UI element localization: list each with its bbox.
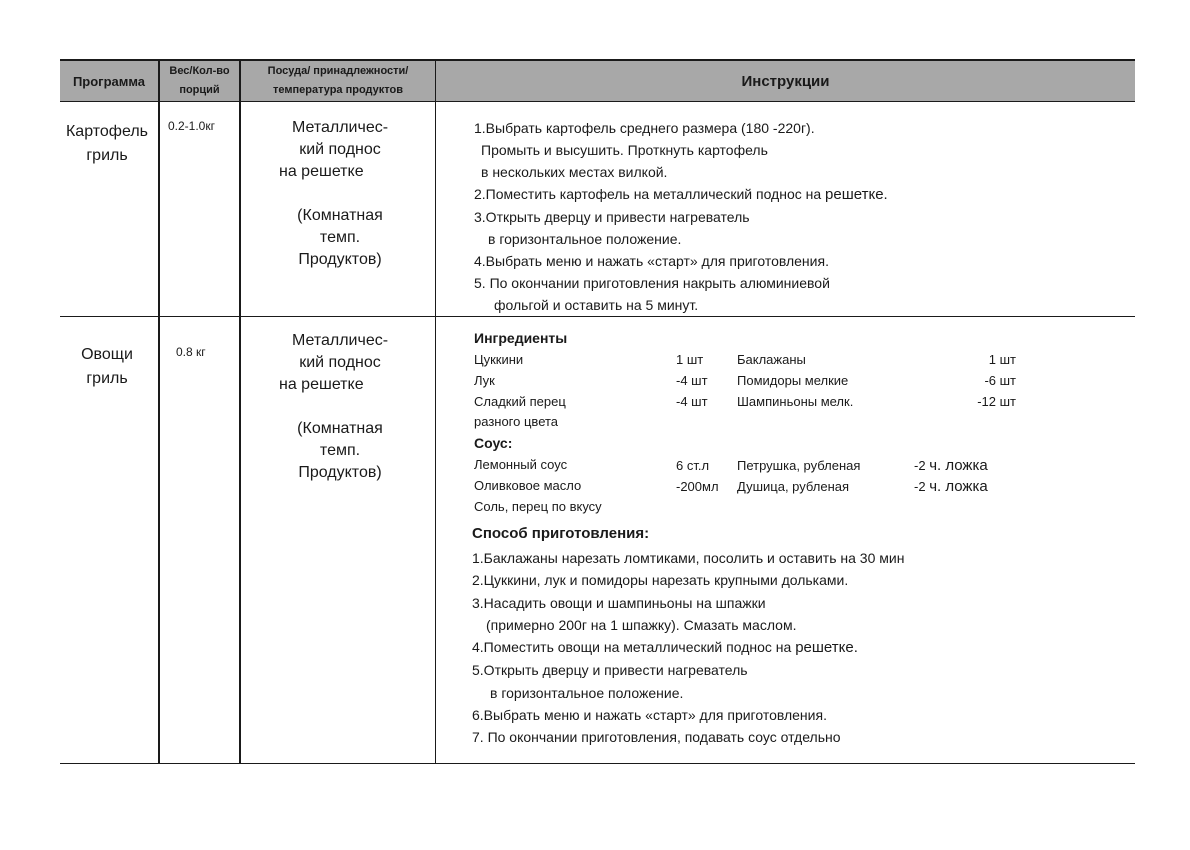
column-divider-3	[435, 60, 436, 764]
sauce-qty-unit: ч. ложка	[929, 478, 988, 495]
method-text: решетке.	[795, 639, 858, 657]
instruction-line: Промыть и высушить. Проткнуть картофель	[481, 142, 768, 158]
row1-dish-line: на решетке	[279, 163, 364, 180]
method-line: 7. По окончании приготовления, подавать соус отдельно	[472, 729, 841, 746]
method-line: 1.Баклажаны нарезать ломтиками, посолить и оставить на 30 мин	[472, 550, 905, 566]
instruction-line: фольгой и оставить на 5 минут.	[494, 297, 699, 313]
row2-program-line2: гриль	[86, 370, 128, 387]
instruction-line: 5. По окончании приготовления накрыть алюминиевой	[474, 275, 830, 291]
row1-dish-line: темп.	[319, 229, 361, 246]
instruction-line	[474, 183, 888, 206]
row1-dish	[272, 117, 408, 271]
spacer	[272, 396, 408, 418]
sauce-qty-number: -2	[914, 479, 926, 494]
method-line: 6.Выбрать меню и нажать «старт» для приготовления.	[472, 707, 827, 724]
row2-dish-line: (Комнатная	[297, 420, 383, 437]
ingredient-name: Шампиньоны мелк.	[737, 394, 854, 409]
row2-program-line1: Овощи	[81, 346, 133, 363]
row1-dish-line: Продуктов)	[298, 251, 382, 268]
row2-dish-line: Металличес-	[291, 332, 389, 349]
sauce-name: Душица, рубленая	[737, 479, 850, 494]
method-line: 5.Открыть дверцу и привести нагреватель	[472, 662, 748, 679]
row2-weight: 0.8 кг	[176, 345, 206, 359]
instruction-text: 2.Поместить картофель на металлический поднос на	[474, 186, 822, 202]
instruction-line: в нескольких местах вилкой.	[481, 164, 668, 180]
header-weight	[160, 62, 239, 100]
table-bottom-border	[60, 763, 1135, 764]
instruction-text: решетке.	[825, 186, 888, 203]
ingredient-name: Помидоры мелкие	[737, 373, 849, 388]
header-dish-line2: температура продуктов	[272, 84, 404, 96]
ingredient-qty: 1 шт	[676, 352, 704, 367]
row2-program	[54, 343, 160, 391]
row-divider	[60, 316, 1135, 317]
header-weight-line2: порций	[179, 84, 220, 96]
row1-program-line2: гриль	[86, 147, 128, 164]
row2-dish-line: Продуктов)	[298, 464, 382, 481]
row1-instructions	[474, 117, 888, 316]
method-line: (примерно 200г на 1 шпажку). Смазать маслом.	[486, 616, 797, 633]
ingredient-name: Лук	[474, 373, 495, 388]
ingredient-name: Баклажаны	[737, 352, 806, 367]
row1-weight: 0.2-1.0кг	[168, 119, 215, 133]
method-title: Способ приготовления:	[472, 525, 650, 542]
row2-dish-line: темп.	[319, 442, 361, 459]
sauce-qty-number: -2	[914, 458, 926, 473]
row2-dish-line: кий поднос	[299, 354, 381, 371]
sauce-name: Петрушка, рубленая	[737, 458, 861, 473]
header-instructions: Инструкции	[741, 72, 830, 90]
method-text: 4.Поместить овощи на металлический поднос на	[472, 639, 792, 656]
sauce-qty	[914, 457, 988, 478]
ingredient-name: Сладкий перец	[474, 394, 566, 409]
row1-program	[54, 120, 160, 168]
method-line: 3.Насадить овощи и шампиньоны на шпажки	[472, 594, 766, 611]
ingredient-name: разного цвета	[474, 414, 559, 429]
ingredient-qty: -4 шт	[676, 394, 708, 409]
row2-method	[472, 547, 904, 749]
row2-dish	[272, 330, 408, 484]
column-divider-2	[239, 60, 241, 764]
row2-dish-line: на решетке	[279, 376, 364, 393]
instruction-line: 1.Выбрать картофель среднего размера (180 -220г).	[474, 120, 815, 136]
instruction-line: в горизонтальное положение.	[488, 231, 682, 247]
sauce-title: Соус:	[474, 435, 513, 451]
method-line	[472, 636, 904, 659]
method-line: 2.Цуккини, лук и помидоры нарезать крупными дольками.	[472, 572, 849, 589]
ingredients-title: Ингредиенты	[474, 330, 568, 346]
sauce-name: Лемонный соус	[474, 457, 568, 472]
ingredient-qty: -4 шт	[676, 373, 708, 388]
header-weight-line1: Вес/Кол-во	[169, 65, 230, 77]
sauce-qty	[914, 478, 988, 499]
row1-dish-line: (Комнатная	[297, 207, 383, 224]
header-dish	[241, 62, 435, 100]
row1-dish-line: кий поднос	[299, 141, 381, 158]
row1-dish-line: Металличес-	[291, 119, 389, 136]
method-line: в горизонтальное положение.	[490, 684, 684, 701]
ingredient-name: Цуккини	[474, 352, 524, 367]
sauce-name: Оливковое масло	[474, 478, 582, 493]
row1-program-line1: Картофель	[65, 123, 148, 140]
sauce-qty: 6 ст.л	[676, 458, 710, 473]
sauce-name: Соль, перец по вкусу	[474, 499, 602, 514]
sauce-qty-unit: ч. ложка	[929, 457, 988, 474]
sauce-qty: -200мл	[676, 479, 719, 494]
instruction-line: 4.Выбрать меню и нажать «старт» для приготовления.	[474, 253, 829, 269]
header-dish-line1: Посуда/ принадлежности/	[267, 65, 409, 77]
ingredient-qty: 1 шт	[988, 352, 1016, 367]
spacer	[272, 183, 408, 205]
ingredient-qty: -12 шт	[977, 394, 1016, 409]
instruction-line: 3.Открыть дверцу и привести нагреватель	[474, 209, 750, 225]
ingredient-qty: -6 шт	[984, 373, 1016, 388]
header-program: Программа	[72, 73, 146, 89]
